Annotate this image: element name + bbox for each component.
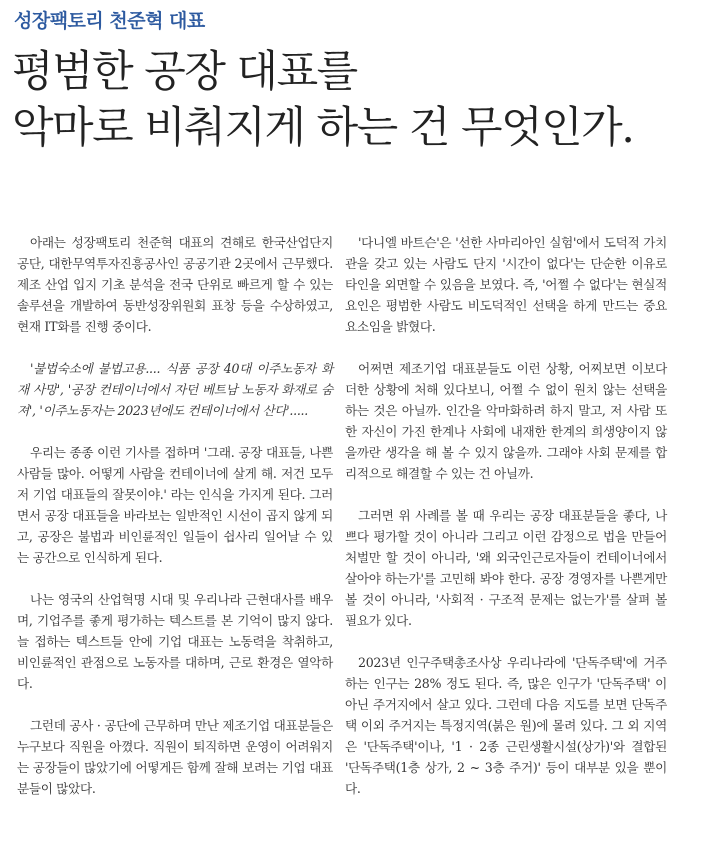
paragraph: 2023년 인구주택총조사상 우리나라에 '단독주택'에 거주하는 인구는 28% 정도 된다. 즉, 많은 인구가 '단독주택' 이 아닌 주거지에서 살고 있다. 그런데 다음 지도를 보면 단독주택 이외 주거지는 특정지역(붉은 원)에 몰려 있다. 그 외 지역은 '단독주택'이나, '1 · 2종 근린생활시설(상가)'와 결합된 '단독주택(1층 상가, 2 ~ 3층 주거)' 등이 대부분 있을 뿐이다. [345,655,667,796]
headline-line-1: 평범한 공장 대표를 [12,47,357,97]
paragraph: 그런데 공사 · 공단에 근무하며 만난 제조기업 대표분들은 누구보다 직원을 아꼈다. 직원이 퇴직하면 운영이 어려워지는 공장들이 많았기에 어떻게든 함께 잘해 보려는 기업 대표분들이 많았다. [17,718,333,796]
right-column [345,232,667,820]
paragraph: 우리는 종종 이런 기사를 접하며 '그래. 공장 대표들, 나쁜 사람들 많아. 어떻게 사람을 컨테이너에 살게 해. 저건 모두 저 기업 대표들의 잘못이야.' 라는 인식을 가지게 된다. 그러면서 공장 대표들을 바라보는 일반적인 시선이 곱지 않게 되고, 공장은 불법과 비인륜적인 일들이 쉽사리 일어날 수 있는 공간으로 인식하게 된다. [17,445,333,565]
paragraph: 아래는 성장팩토리 천준혁 대표의 견해로 한국산업단지공단, 대한무역투자진흥공사인 공공기관 2곳에서 근무했다. 제조 산업 입지 기초 분석을 전국 단위로 빠르게 할 수 있는 솔루션을 개발하여 동반성장위원회 표창 등을 수상하였고, 현재 IT화를 진행 중이다. [17,235,333,334]
left-column [17,232,333,820]
paragraph: 나는 영국의 산업혁명 시대 및 우리나라 근현대사를 배우며, 기업주를 좋게 평가하는 텍스트를 본 기억이 많지 않다. 늘 접하는 텍스트들 안에 기업 대표는 노동력을 착취하고, 비인륜적인 관점으로 노동자를 대하며, 근로 환경은 열악하다. [17,592,333,691]
quote-paragraph: '불법숙소에 불법고용.... 식품 공장 40대 이주노동자 화재 사망', '공장 컨테이너에서 자던 베트남 노동자 화재로 숨져', '이주노동자는 2023년에도 컨테이너에서 산다'..... [17,361,333,418]
byline-kicker: 성장팩토리 천준혁 대표 [14,10,205,32]
paragraph: 어쩌면 제조기업 대표분들도 이런 상황, 어찌보면 이보다 더한 상황에 처해 있다보니, 어쩔 수 없이 원치 않는 선택을 하는 것은 아닐까. 인간을 악마화하려 하지 말고, 저 사람 또한 자신이 가진 한계나 사회에 내재한 한계의 희생양이지 않을까란 생각을 해 볼 수 있지 않을까. 그래야 사회 문제를 합리적으로 해결할 수 있는 건 아닐까. [345,361,667,481]
paragraph: 그러면 위 사례를 볼 때 우리는 공장 대표분들을 좋다, 나쁘다 평가할 것이 아니라 그리고 이런 감정으로 법을 만들어 처벌만 할 것이 아니라, '왜 외국인근로자들이 컨테이너에서 살아야 하는가'를 고민해 봐야 한다. 공장 경영자를 나쁜게만 볼 것이 아니라, '사회적 · 구조적 문제는 없는가'를 살펴 볼 필요가 있다. [345,508,667,628]
paragraph: '다니엘 바트슨'은 '선한 사마리아인 실험'에서 도덕적 가치관을 갖고 있는 사람도 단지 '시간이 없다'는 단순한 이유로 타인을 외면할 수 있음을 보였다. 즉, '어쩔 수 없다'는 현실적 요인은 평범한 사람도 비도덕적인 선택을 하게 만드는 중요 요소임을 밝혔다. [345,235,667,334]
headline [12,44,698,156]
headline-line-2: 악마로 비춰지게 하는 건 무엇인가. [12,103,634,153]
